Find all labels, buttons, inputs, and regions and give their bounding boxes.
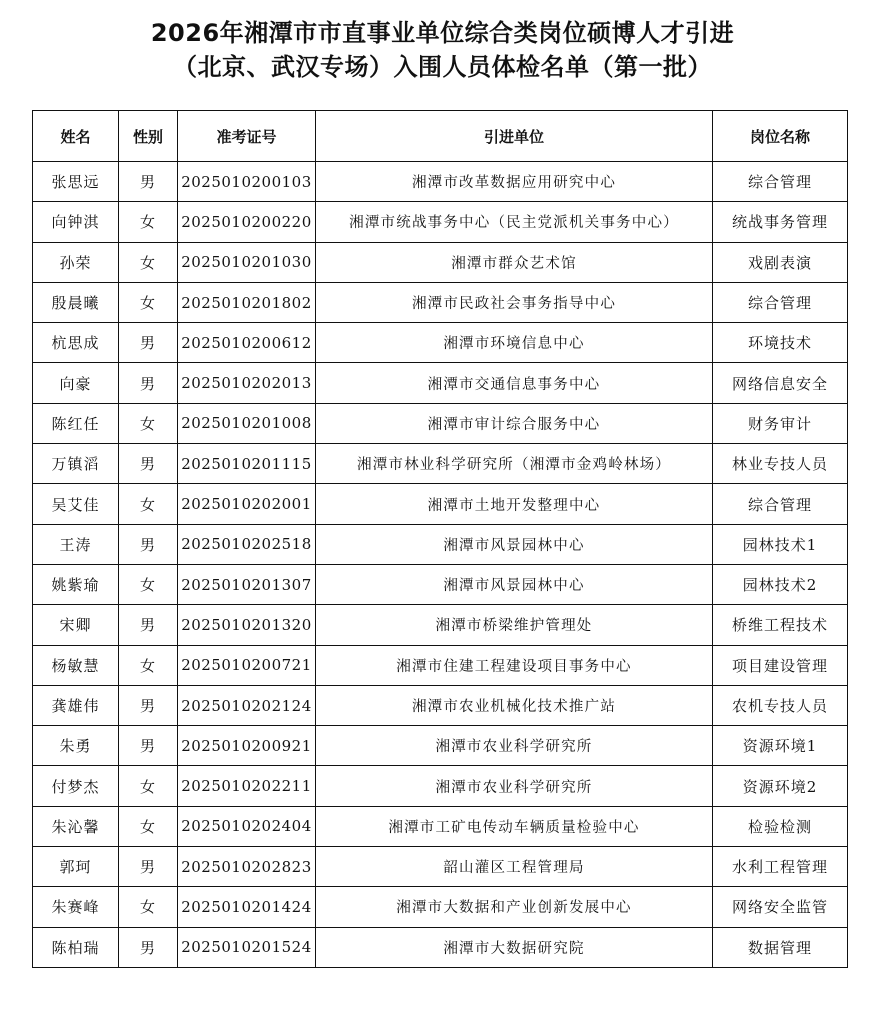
cell-unit: 湘潭市交通信息事务中心 [316, 363, 713, 403]
cell-name: 孙荣 [33, 242, 119, 282]
cell-exam-id: 2025010201030 [178, 242, 316, 282]
cell-name: 朱沁馨 [33, 806, 119, 846]
cell-position: 项目建设管理 [713, 645, 848, 685]
cell-gender: 男 [119, 927, 178, 967]
table-row [33, 282, 848, 322]
cell-exam-id: 2025010202518 [178, 524, 316, 564]
cell-unit: 湘潭市统战事务中心（民主党派机关事务中心） [316, 202, 713, 242]
cell-gender: 男 [119, 524, 178, 564]
cell-position: 综合管理 [713, 484, 848, 524]
cell-unit: 湘潭市桥梁维护管理处 [316, 605, 713, 645]
table-body [33, 162, 848, 968]
cell-gender: 女 [119, 564, 178, 604]
candidate-table [32, 110, 848, 968]
cell-gender: 女 [119, 282, 178, 322]
cell-name: 陈柏瑞 [33, 927, 119, 967]
table-row [33, 242, 848, 282]
table-row [33, 484, 848, 524]
cell-position: 资源环境2 [713, 766, 848, 806]
cell-position: 桥维工程技术 [713, 605, 848, 645]
header-gender: 性别 [119, 111, 178, 162]
cell-exam-id: 2025010200612 [178, 323, 316, 363]
cell-name: 向豪 [33, 363, 119, 403]
table-row [33, 726, 848, 766]
table-row [33, 645, 848, 685]
cell-unit: 湘潭市大数据和产业创新发展中心 [316, 887, 713, 927]
cell-unit: 韶山灌区工程管理局 [316, 847, 713, 887]
cell-unit: 湘潭市改革数据应用研究中心 [316, 162, 713, 202]
cell-position: 网络安全监管 [713, 887, 848, 927]
cell-name: 朱赛峰 [33, 887, 119, 927]
cell-unit: 湘潭市农业科学研究所 [316, 726, 713, 766]
cell-gender: 男 [119, 444, 178, 484]
cell-gender: 女 [119, 202, 178, 242]
cell-name: 王涛 [33, 524, 119, 564]
cell-exam-id: 2025010200103 [178, 162, 316, 202]
cell-exam-id: 2025010200220 [178, 202, 316, 242]
cell-unit: 湘潭市住建工程建设项目事务中心 [316, 645, 713, 685]
table-header-row [33, 111, 848, 162]
cell-name: 付梦杰 [33, 766, 119, 806]
cell-position: 戏剧表演 [713, 242, 848, 282]
cell-position: 林业专技人员 [713, 444, 848, 484]
cell-gender: 男 [119, 847, 178, 887]
cell-position: 综合管理 [713, 282, 848, 322]
header-name: 姓名 [33, 111, 119, 162]
cell-unit: 湘潭市民政社会事务指导中心 [316, 282, 713, 322]
cell-name: 朱勇 [33, 726, 119, 766]
cell-exam-id: 2025010201424 [178, 887, 316, 927]
cell-position: 园林技术1 [713, 524, 848, 564]
cell-unit: 湘潭市审计综合服务中心 [316, 403, 713, 443]
table-row [33, 685, 848, 725]
cell-gender: 男 [119, 323, 178, 363]
cell-exam-id: 2025010202124 [178, 685, 316, 725]
cell-gender: 女 [119, 806, 178, 846]
table-row [33, 806, 848, 846]
table-row [33, 605, 848, 645]
cell-exam-id: 2025010200921 [178, 726, 316, 766]
table-row [33, 202, 848, 242]
table-row [33, 927, 848, 967]
cell-name: 吴艾佳 [33, 484, 119, 524]
cell-gender: 女 [119, 484, 178, 524]
cell-name: 陈红任 [33, 403, 119, 443]
cell-name: 张思远 [33, 162, 119, 202]
table-row [33, 403, 848, 443]
cell-unit: 湘潭市农业机械化技术推广站 [316, 685, 713, 725]
cell-name: 万镇滔 [33, 444, 119, 484]
cell-position: 数据管理 [713, 927, 848, 967]
cell-name: 宋卿 [33, 605, 119, 645]
table-row [33, 323, 848, 363]
cell-exam-id: 2025010202001 [178, 484, 316, 524]
cell-name: 姚紫瑜 [33, 564, 119, 604]
cell-gender: 男 [119, 605, 178, 645]
cell-position: 统战事务管理 [713, 202, 848, 242]
cell-gender: 男 [119, 726, 178, 766]
table-row [33, 444, 848, 484]
cell-position: 园林技术2 [713, 564, 848, 604]
cell-exam-id: 2025010201802 [178, 282, 316, 322]
cell-exam-id: 2025010201008 [178, 403, 316, 443]
cell-position: 网络信息安全 [713, 363, 848, 403]
cell-exam-id: 2025010202013 [178, 363, 316, 403]
cell-name: 杭思成 [33, 323, 119, 363]
table-row [33, 524, 848, 564]
cell-exam-id: 2025010201524 [178, 927, 316, 967]
cell-unit: 湘潭市农业科学研究所 [316, 766, 713, 806]
cell-exam-id: 2025010201115 [178, 444, 316, 484]
document-title-line-2: （北京、武汉专场）入围人员体检名单（第一批） [173, 53, 712, 81]
cell-gender: 女 [119, 242, 178, 282]
cell-position: 综合管理 [713, 162, 848, 202]
cell-gender: 女 [119, 645, 178, 685]
cell-unit: 湘潭市工矿电传动车辆质量检验中心 [316, 806, 713, 846]
header-unit: 引进单位 [316, 111, 713, 162]
cell-unit: 湘潭市土地开发整理中心 [316, 484, 713, 524]
cell-position: 农机专技人员 [713, 685, 848, 725]
cell-exam-id: 2025010202823 [178, 847, 316, 887]
cell-gender: 男 [119, 685, 178, 725]
cell-gender: 女 [119, 403, 178, 443]
cell-exam-id: 2025010202211 [178, 766, 316, 806]
cell-unit: 湘潭市林业科学研究所（湘潭市金鸡岭林场） [316, 444, 713, 484]
cell-position: 财务审计 [713, 403, 848, 443]
table-row [33, 363, 848, 403]
cell-gender: 女 [119, 766, 178, 806]
table-row [33, 766, 848, 806]
table-row [33, 162, 848, 202]
cell-unit: 湘潭市环境信息中心 [316, 323, 713, 363]
header-position: 岗位名称 [713, 111, 848, 162]
cell-position: 检验检测 [713, 806, 848, 846]
cell-exam-id: 2025010201307 [178, 564, 316, 604]
header-exam-id: 准考证号 [178, 111, 316, 162]
cell-position: 水利工程管理 [713, 847, 848, 887]
cell-unit: 湘潭市风景园林中心 [316, 524, 713, 564]
cell-position: 环境技术 [713, 323, 848, 363]
cell-name: 杨敏慧 [33, 645, 119, 685]
table-row [33, 847, 848, 887]
cell-gender: 男 [119, 363, 178, 403]
cell-unit: 湘潭市大数据研究院 [316, 927, 713, 967]
cell-gender: 男 [119, 162, 178, 202]
cell-unit: 湘潭市风景园林中心 [316, 564, 713, 604]
cell-exam-id: 2025010200721 [178, 645, 316, 685]
cell-unit: 湘潭市群众艺术馆 [316, 242, 713, 282]
document-title-line-1: 2026年湘潭市市直事业单位综合类岗位硕博人才引进 [150, 19, 735, 47]
cell-gender: 女 [119, 887, 178, 927]
cell-position: 资源环境1 [713, 726, 848, 766]
cell-name: 殷晨曦 [33, 282, 119, 322]
table-row [33, 564, 848, 604]
cell-exam-id: 2025010202404 [178, 806, 316, 846]
table-row [33, 887, 848, 927]
cell-name: 郭珂 [33, 847, 119, 887]
cell-exam-id: 2025010201320 [178, 605, 316, 645]
cell-name: 龚雄伟 [33, 685, 119, 725]
cell-name: 向钟淇 [33, 202, 119, 242]
